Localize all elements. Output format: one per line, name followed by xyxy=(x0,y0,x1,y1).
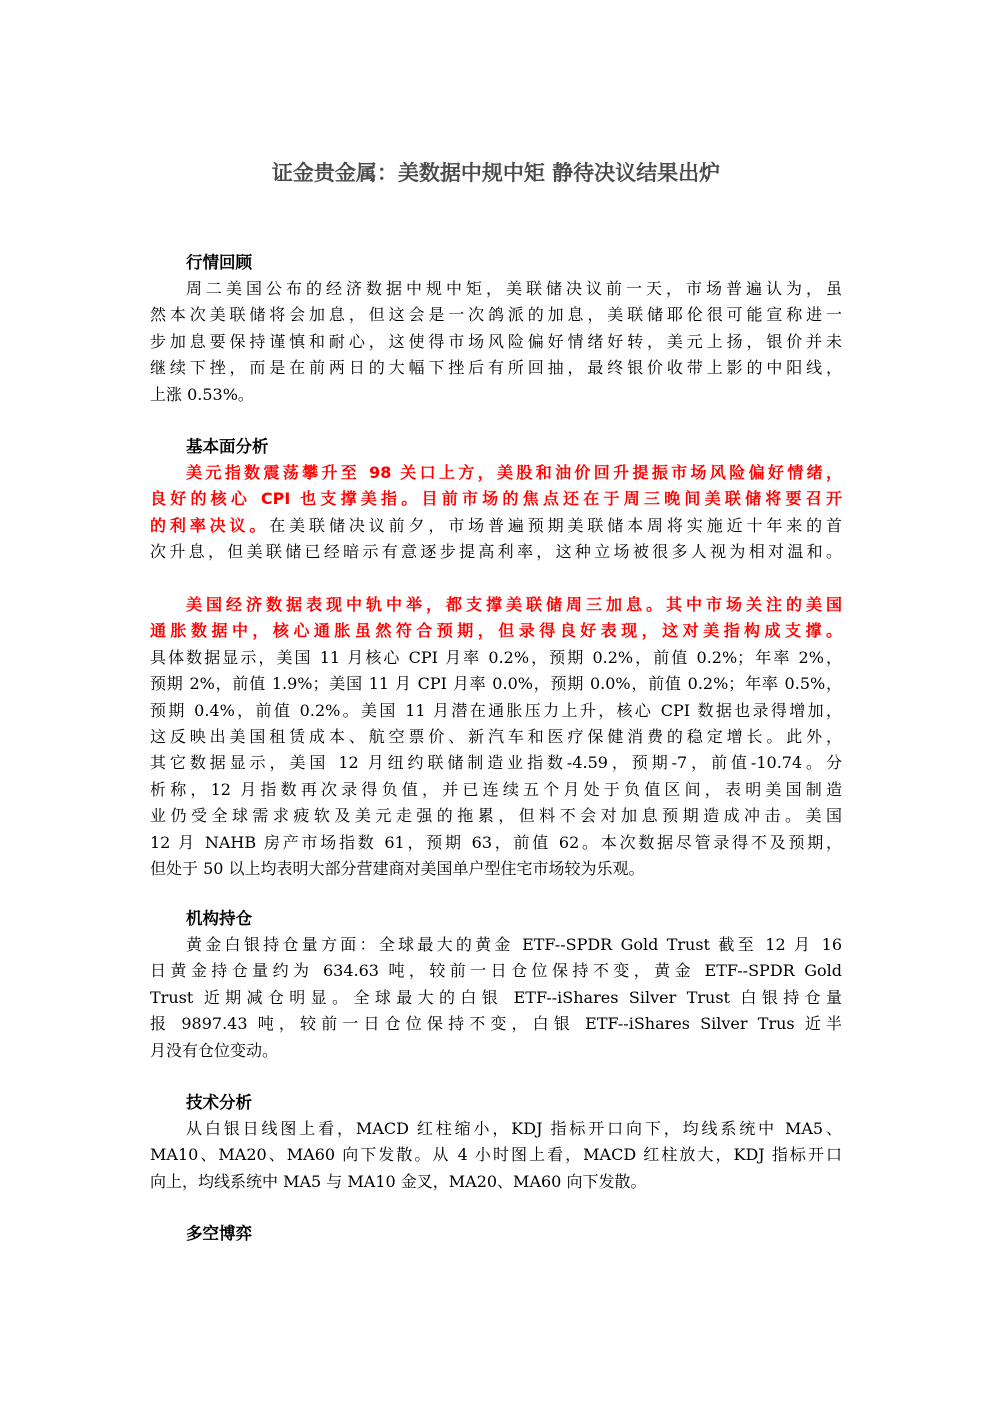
paragraph-line: 但处于 50 以上均表明大部分营建商对美国单户型住宅市场较为乐观。 xyxy=(150,858,645,878)
paragraph-line: Trust 近期减仓明显。全球最大的白银 ETF--iShares Silver Trust 白银持仓量 xyxy=(150,987,842,1007)
highlight-line: 通胀数据中，核心通胀虽然符合预期，但录得良好表现，这对美指构成支撑。 xyxy=(150,621,842,641)
paragraph-line: 其它数据显示，美国 12 月纽约联储制造业指数-4.59，预期-7，前值-10.74。分 xyxy=(150,753,842,773)
paragraph-line: 上涨 0.53%。 xyxy=(150,384,254,404)
paragraph-line xyxy=(150,513,842,539)
section-technical-analysis xyxy=(150,1090,842,1195)
paragraph-line: 向上，均线系统中 MA5 与 MA10 金叉，MA20、MA60 向下发散。 xyxy=(150,1171,647,1191)
paragraph-line: 预期 0.4%，前值 0.2%。美国 11 月潜在通胀压力上升，核心 CPI 数据也录得增加， xyxy=(150,700,842,720)
highlight-text: 的利率决议。 xyxy=(150,515,270,535)
paragraph-line: 从白银日线图上看，MACD 红柱缩小，KDJ 指标开口向下，均线系统中 MA5、 xyxy=(186,1119,842,1138)
paragraph-line: 报 9897.43 吨，较前一日仓位保持不变，白银 ETF--iShares Silver Trus 近半 xyxy=(150,1014,842,1034)
highlight-line: 美元指数震荡攀升至 98 关口上方，美股和油价回升提振市场风险偏好情绪， xyxy=(186,463,842,482)
paragraph-line: 继续下挫，而是在前两日的大幅下挫后有所回抽，最终银价收带上影的中阳线， xyxy=(150,358,842,378)
paragraph-line: 次升息，但美联储已经暗示有意逐步提高利率，这种立场被很多人视为相对温和。 xyxy=(150,542,842,562)
section-bull-bear xyxy=(150,1221,842,1247)
paragraph-line: 析称，12 月指数再次录得负值，并已连续五个月处于负值区间，表明美国制造 xyxy=(150,779,842,799)
paragraph-line: 这反映出美国租赁成本、航空票价、新汽车和医疗保健消费的稳定增长。此外， xyxy=(150,726,842,746)
paragraph-line: MA10、MA20、MA60 向下发散。从 4 小时图上看，MACD 红柱放大，KDJ 指标开口 xyxy=(150,1145,842,1165)
paragraph-line: 业仍受全球需求疲软及美元走强的拖累，但料不会对加息预期造成冲击。美国 xyxy=(150,806,842,826)
highlight-line: 良好的核心 CPI 也支撑美指。目前市场的焦点还在于周三晚间美联储将要召开 xyxy=(150,489,842,509)
section-heading: 机构持仓 xyxy=(186,909,252,928)
paragraph-line: 周二美国公布的经济数据中规中矩，美联储决议前一天，市场普遍认为，虽 xyxy=(186,279,842,298)
paragraph-line: 黄金白银持仓量方面：全球最大的黄金 ETF--SPDR Gold Trust 截至 12 月 16 xyxy=(186,935,842,954)
paragraph-line: 月没有仓位变动。 xyxy=(150,1040,279,1060)
section-heading: 多空博弈 xyxy=(186,1224,252,1243)
highlight-line: 美国经济数据表现中轨中举，都支撑美联储周三加息。其中市场关注的美国 xyxy=(186,595,842,614)
paragraph-line: 步加息要保持谨慎和耐心，这使得市场风险偏好情绪好转，美元上扬，银价并未 xyxy=(150,331,842,351)
paragraph-text: 在美联储决议前夕，市场普遍预期美联储本周将实施近十年来的首 xyxy=(269,515,842,535)
section-fundamentals-data xyxy=(150,592,842,882)
section-heading: 基本面分析 xyxy=(186,437,269,456)
section-fundamentals xyxy=(150,434,842,566)
paragraph-line: 日黄金持仓量约为 634.63 吨，较前一日仓位保持不变，黄金 ETF--SPDR Gold xyxy=(150,961,842,981)
paragraph-line: 具体数据显示，美国 11 月核心 CPI 月率 0.2%，预期 0.2%，前值 0.2%；年率 2%， xyxy=(150,647,842,667)
paragraph-line: 然本次美联储将会加息，但这会是一次鸽派的加息，美联储耶伦很可能宣称进一 xyxy=(150,305,842,325)
section-market-review xyxy=(150,250,842,408)
section-institutional-holdings xyxy=(150,906,842,1064)
paragraph-line: 12 月 NAHB 房产市场指数 61，预期 63，前值 62。本次数据尽管录得不及预期， xyxy=(150,832,842,852)
paragraph-line: 预期 2%，前值 1.9%；美国 11 月 CPI 月率 0.0%，预期 0.0%，前值 0.2%；年率 0.5%， xyxy=(150,674,842,694)
document-title: 证金贵金属：美数据中规中矩 静待决议结果出炉 xyxy=(271,161,721,185)
section-heading: 行情回顾 xyxy=(186,253,252,272)
section-heading: 技术分析 xyxy=(186,1093,252,1112)
